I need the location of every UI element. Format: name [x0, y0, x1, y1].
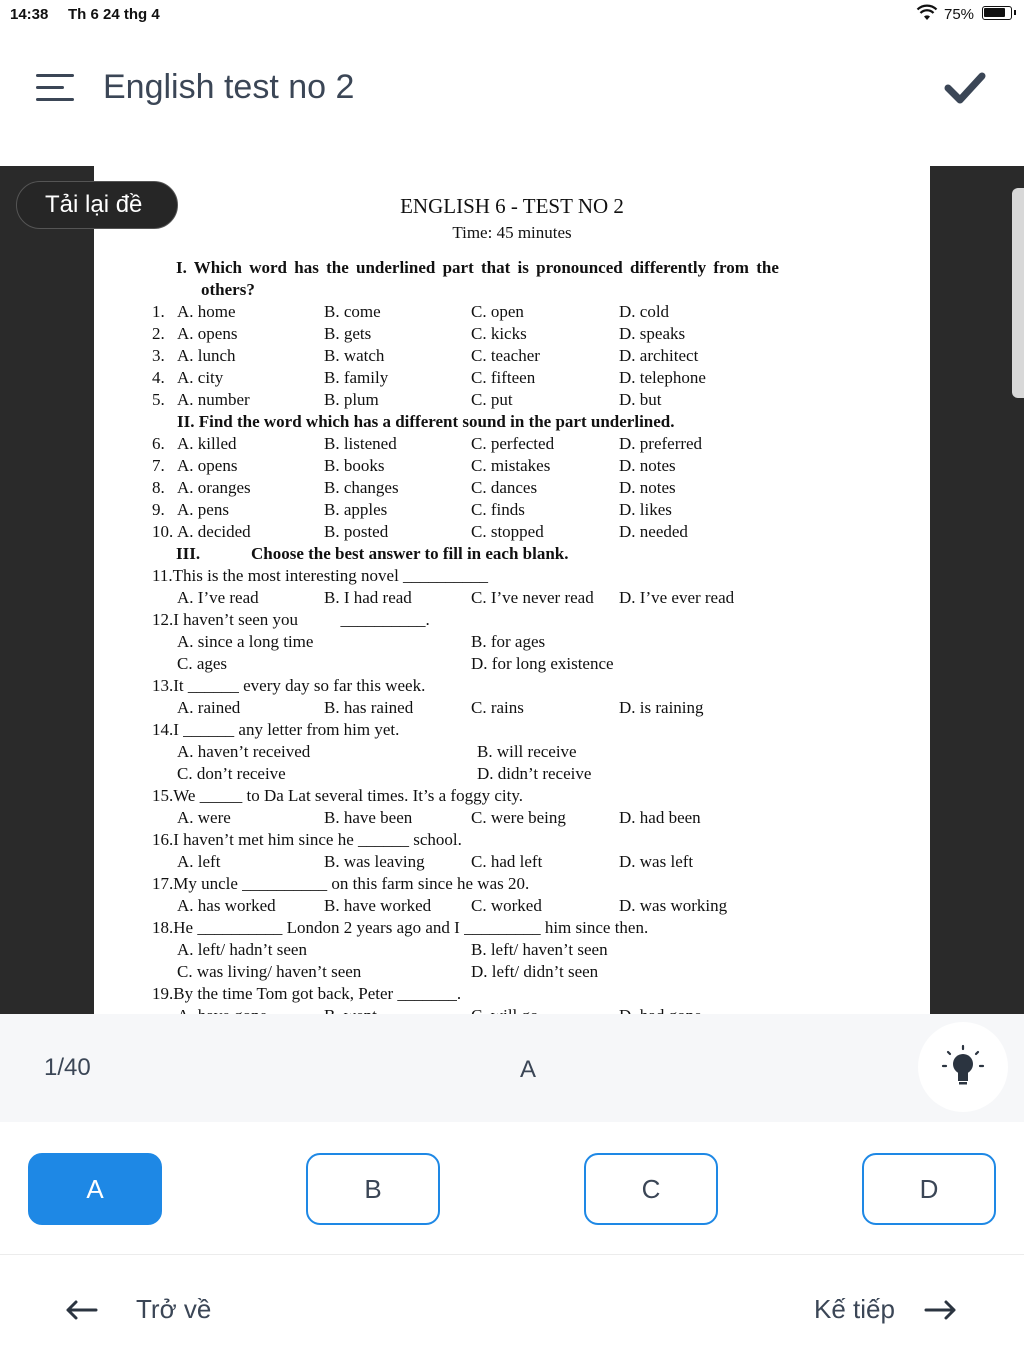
section-1-heading: I. Which word has the underlined part that is pronounced differently from the [176, 258, 779, 277]
scrollbar-thumb[interactable] [1012, 188, 1024, 398]
section-3-number: III. [176, 544, 201, 563]
menu-icon[interactable] [36, 72, 74, 104]
choice-d-button[interactable]: D [862, 1153, 996, 1225]
app-header [0, 50, 1024, 130]
question-counter: 1/40 [44, 1054, 91, 1081]
question-stem: 13.It ______ every day so far this week. [152, 676, 426, 695]
status-date: Th 6 24 thg 4 [68, 6, 160, 23]
wifi-icon [916, 4, 938, 26]
divider [0, 1254, 1024, 1255]
battery-percent: 75% [944, 6, 975, 23]
battery-icon [982, 6, 1012, 20]
section-2-heading: II. Find the word which has a different sound in the part underlined. [177, 412, 675, 431]
choice-a-button[interactable]: A [28, 1153, 162, 1225]
question-stem: 16.I haven’t met him since he ______ school. [152, 830, 462, 849]
submit-check-icon[interactable] [942, 68, 988, 108]
reload-test-button[interactable]: Tải lại đề [16, 181, 178, 229]
choice-b-button[interactable]: B [306, 1153, 440, 1225]
question-stem: 18.He __________ London 2 years ago and I _________ him since then. [152, 918, 649, 937]
choice-c-button[interactable]: C [584, 1153, 718, 1225]
back-label: Trở về [136, 1294, 212, 1324]
status-time: 14:38 [10, 6, 49, 23]
arrow-left-icon [62, 1290, 100, 1330]
document-title: ENGLISH 6 - TEST NO 2 [400, 194, 624, 218]
hint-button[interactable] [918, 1022, 1008, 1112]
lightbulb-icon [918, 1022, 1008, 1112]
section-1-heading-cont: others? [201, 280, 255, 299]
answer-bar [0, 1014, 1024, 1122]
question-stem: 14.I ______ any letter from him yet. [152, 720, 400, 739]
page-title: English test no 2 [103, 68, 355, 106]
question-stem: 19.By the time Tom got back, Peter _______. [152, 984, 462, 1003]
status-bar [0, 0, 1024, 30]
test-paper: ENGLISH 6 - TEST NO 2 Time: 45 minutes I. Which word has the underlined part that is pronounced differently from the others? 1. A. home B. come C. open D. cold 2. A. opens B. gets C. kicks D. speaks 3. A. lunch B. watch C. teacher D. architect 4. A. city B. family C. fifteen D. telephone 5. A. number B. plum C. put D. but II. Find the word which has a different sound in the part underlined. 6. A. killed B. listened C. perfected D. preferred 7. A. opens B. books C. mistakes D. notes 8. A. oranges B. changes C. dances D. notes 9. A. pens B. apples C. finds D. likes 10. A. decided B. posted C. stopped D. needed III. Choose the best answer to fill in each blank. 11.This is the most interesting novel __________ A. I’ve read B. I had read C. I’ve never read D. I’ve ever read 12.I haven’t seen you __________. A. since a long time B. for ages C. ages D. for long existence 13.It ______ every day so far this week. A. rained B. has rained C. rains D. is raining 14.I ______ any letter from him yet. A. haven’t received B. will receive C. don’t receive D. didn’t receive 15.We _____ to Da Lat several times. It’s a foggy city. A. were B. have been C. were being D. had been 16.I haven’t met him since he ______ school. A. left B. was leaving C. had left D. was left 17.My uncle __________ on this farm since he was 20. A. has worked B. have worked C. worked D. was working 18.He __________ London 2 years ago and I _________ him since then. A. left/ hadn’t seen B. left/ haven’t seen C. was living/ haven’t seen D. left/ didn’t seen 19.By the time Tom got back, Peter _______. [94, 166, 930, 1014]
question-stem: 17.My uncle __________ on this farm since he was 20. [152, 874, 530, 893]
selected-answer: A [520, 1056, 537, 1083]
section-3-heading: Choose the best answer to fill in each blank. [251, 544, 569, 563]
document-time: Time: 45 minutes [452, 223, 572, 242]
question-stem: 15.We _____ to Da Lat several times. It’s a foggy city. [152, 786, 523, 805]
document-viewer[interactable] [0, 166, 1024, 1014]
question-stem: 12.I haven’t seen you __________. [152, 610, 430, 629]
arrow-right-icon [922, 1290, 960, 1330]
next-label: Kế tiếp [814, 1294, 895, 1324]
question-stem: 11.This is the most interesting novel __________ [152, 566, 489, 585]
